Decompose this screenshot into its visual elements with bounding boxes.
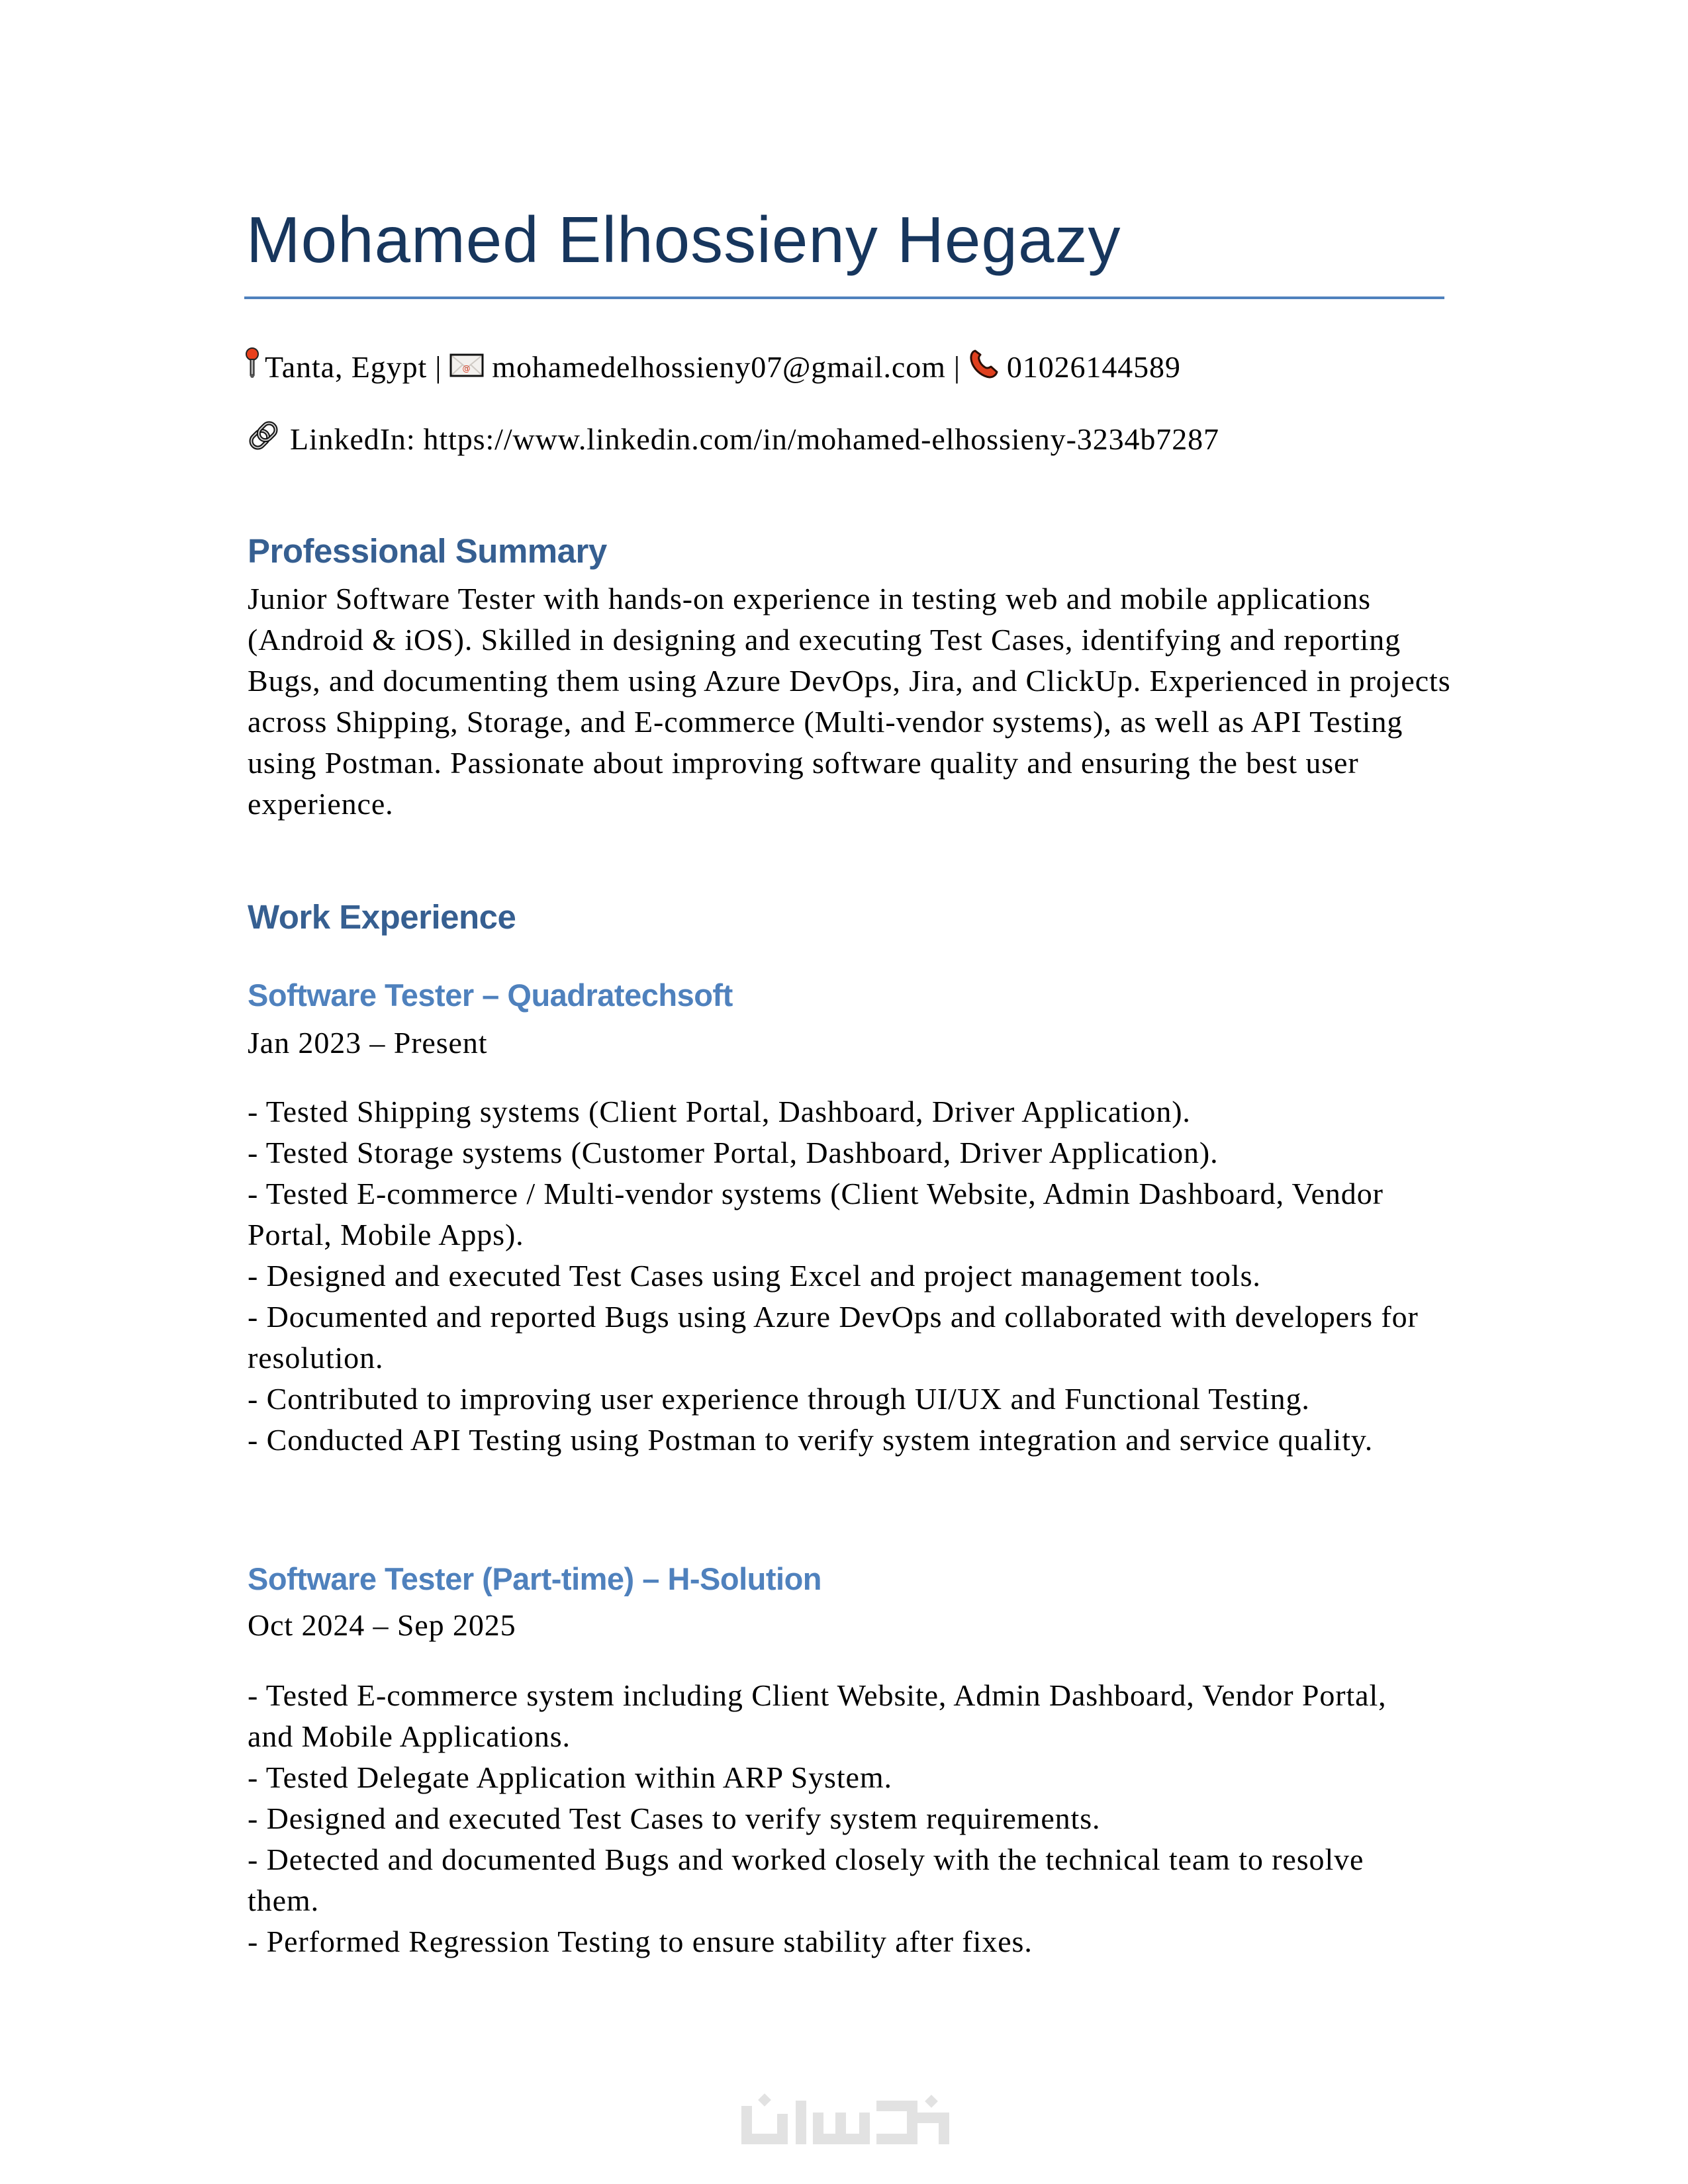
linkedin-label: LinkedIn: [290,422,416,456]
job-bullet-line: - Detected and documented Bugs and worked closely with the technical team to resolve [248,1843,1364,1876]
job-bullet-line: and Mobile Applications. [248,1719,571,1753]
job-bullet-line: - Documented and reported Bugs using Azure DevOps and collaborated with developers for [248,1300,1419,1334]
job-bullet-line: - Designed and executed Test Cases to verify system requirements. [248,1801,1101,1835]
job-bullet-line: - Designed and executed Test Cases using Excel and project management tools. [248,1259,1261,1293]
link-icon [246,419,281,459]
job-title: Software Tester (Part-time) – H-Solution [248,1561,822,1596]
summary-line: (Android & iOS). Skilled in designing and executing Test Cases, identifying and reporting [248,623,1401,657]
round-pushpin-icon [245,347,259,387]
summary-line: using Postman. Passionate about improving software quality and ensuring the best user [248,746,1359,780]
job-dates: Jan 2023 – Present [248,1026,488,1060]
job-dates: Oct 2024 – Sep 2025 [248,1608,516,1642]
khamsat-watermark-logo [741,2091,953,2154]
job-bullet-line: - Contributed to improving user experience through UI/UX and Functional Testing. [248,1382,1310,1416]
linkedin-url[interactable]: https://www.linkedin.com/in/mohamed-elhossieny-3234b7287 [423,422,1219,456]
job-bullet-line: - Tested Storage systems (Customer Portal, Dashboard, Driver Application). [248,1136,1219,1169]
separator: | [953,350,961,384]
email-envelope-icon [449,349,484,385]
job-bullet-line: - Tested Shipping systems (Client Portal, Dashboard, Driver Application). [248,1095,1191,1128]
job-bullet-line: - Performed Regression Testing to ensure stability after fixes. [248,1925,1033,1958]
summary-line: experience. [248,787,394,821]
job-bullet-line: - Tested Delegate Application within ARP System. [248,1760,892,1794]
job-bullet-line: Portal, Mobile Apps). [248,1218,524,1251]
phone-text[interactable]: 01026144589 [1006,350,1181,384]
candidate-name: Mohamed Elhossieny Hegazy [246,203,1121,276]
job-bullet-line: them. [248,1884,319,1917]
contact-line [245,347,1181,387]
title-underline-rule [244,296,1444,299]
khamsat-logo-icon [741,2091,953,2154]
svg-text:@: @ [462,364,471,373]
job-bullet-line: resolution. [248,1341,384,1375]
summary-line: across Shipping, Storage, and E-commerce (Multi-vendor systems), as well as API Testing [248,705,1403,739]
section-heading-experience: Work Experience [248,898,516,936]
section-heading-summary: Professional Summary [248,532,607,570]
summary-line: Bugs, and documenting them using Azure DevOps, Jira, and ClickUp. Experienced in projects [248,664,1451,698]
separator: | [435,350,442,384]
summary-line: Junior Software Tester with hands-on experience in testing web and mobile applications [248,582,1371,615]
job-bullet-line: - Conducted API Testing using Postman to verify system integration and service quality. [248,1423,1374,1457]
job-bullet-line: - Tested E-commerce system including Client Website, Admin Dashboard, Vendor Portal, [248,1678,1387,1712]
job-title: Software Tester – Quadratechsoft [248,978,733,1013]
telephone-receiver-icon [968,348,999,386]
location-text: Tanta, Egypt [265,350,428,384]
job-bullet-line: - Tested E-commerce / Multi-vendor systems (Client Website, Admin Dashboard, Vendor [248,1177,1383,1210]
email-text[interactable]: mohamedelhossieny07@gmail.com [492,350,946,384]
linkedin-line [246,419,1219,459]
